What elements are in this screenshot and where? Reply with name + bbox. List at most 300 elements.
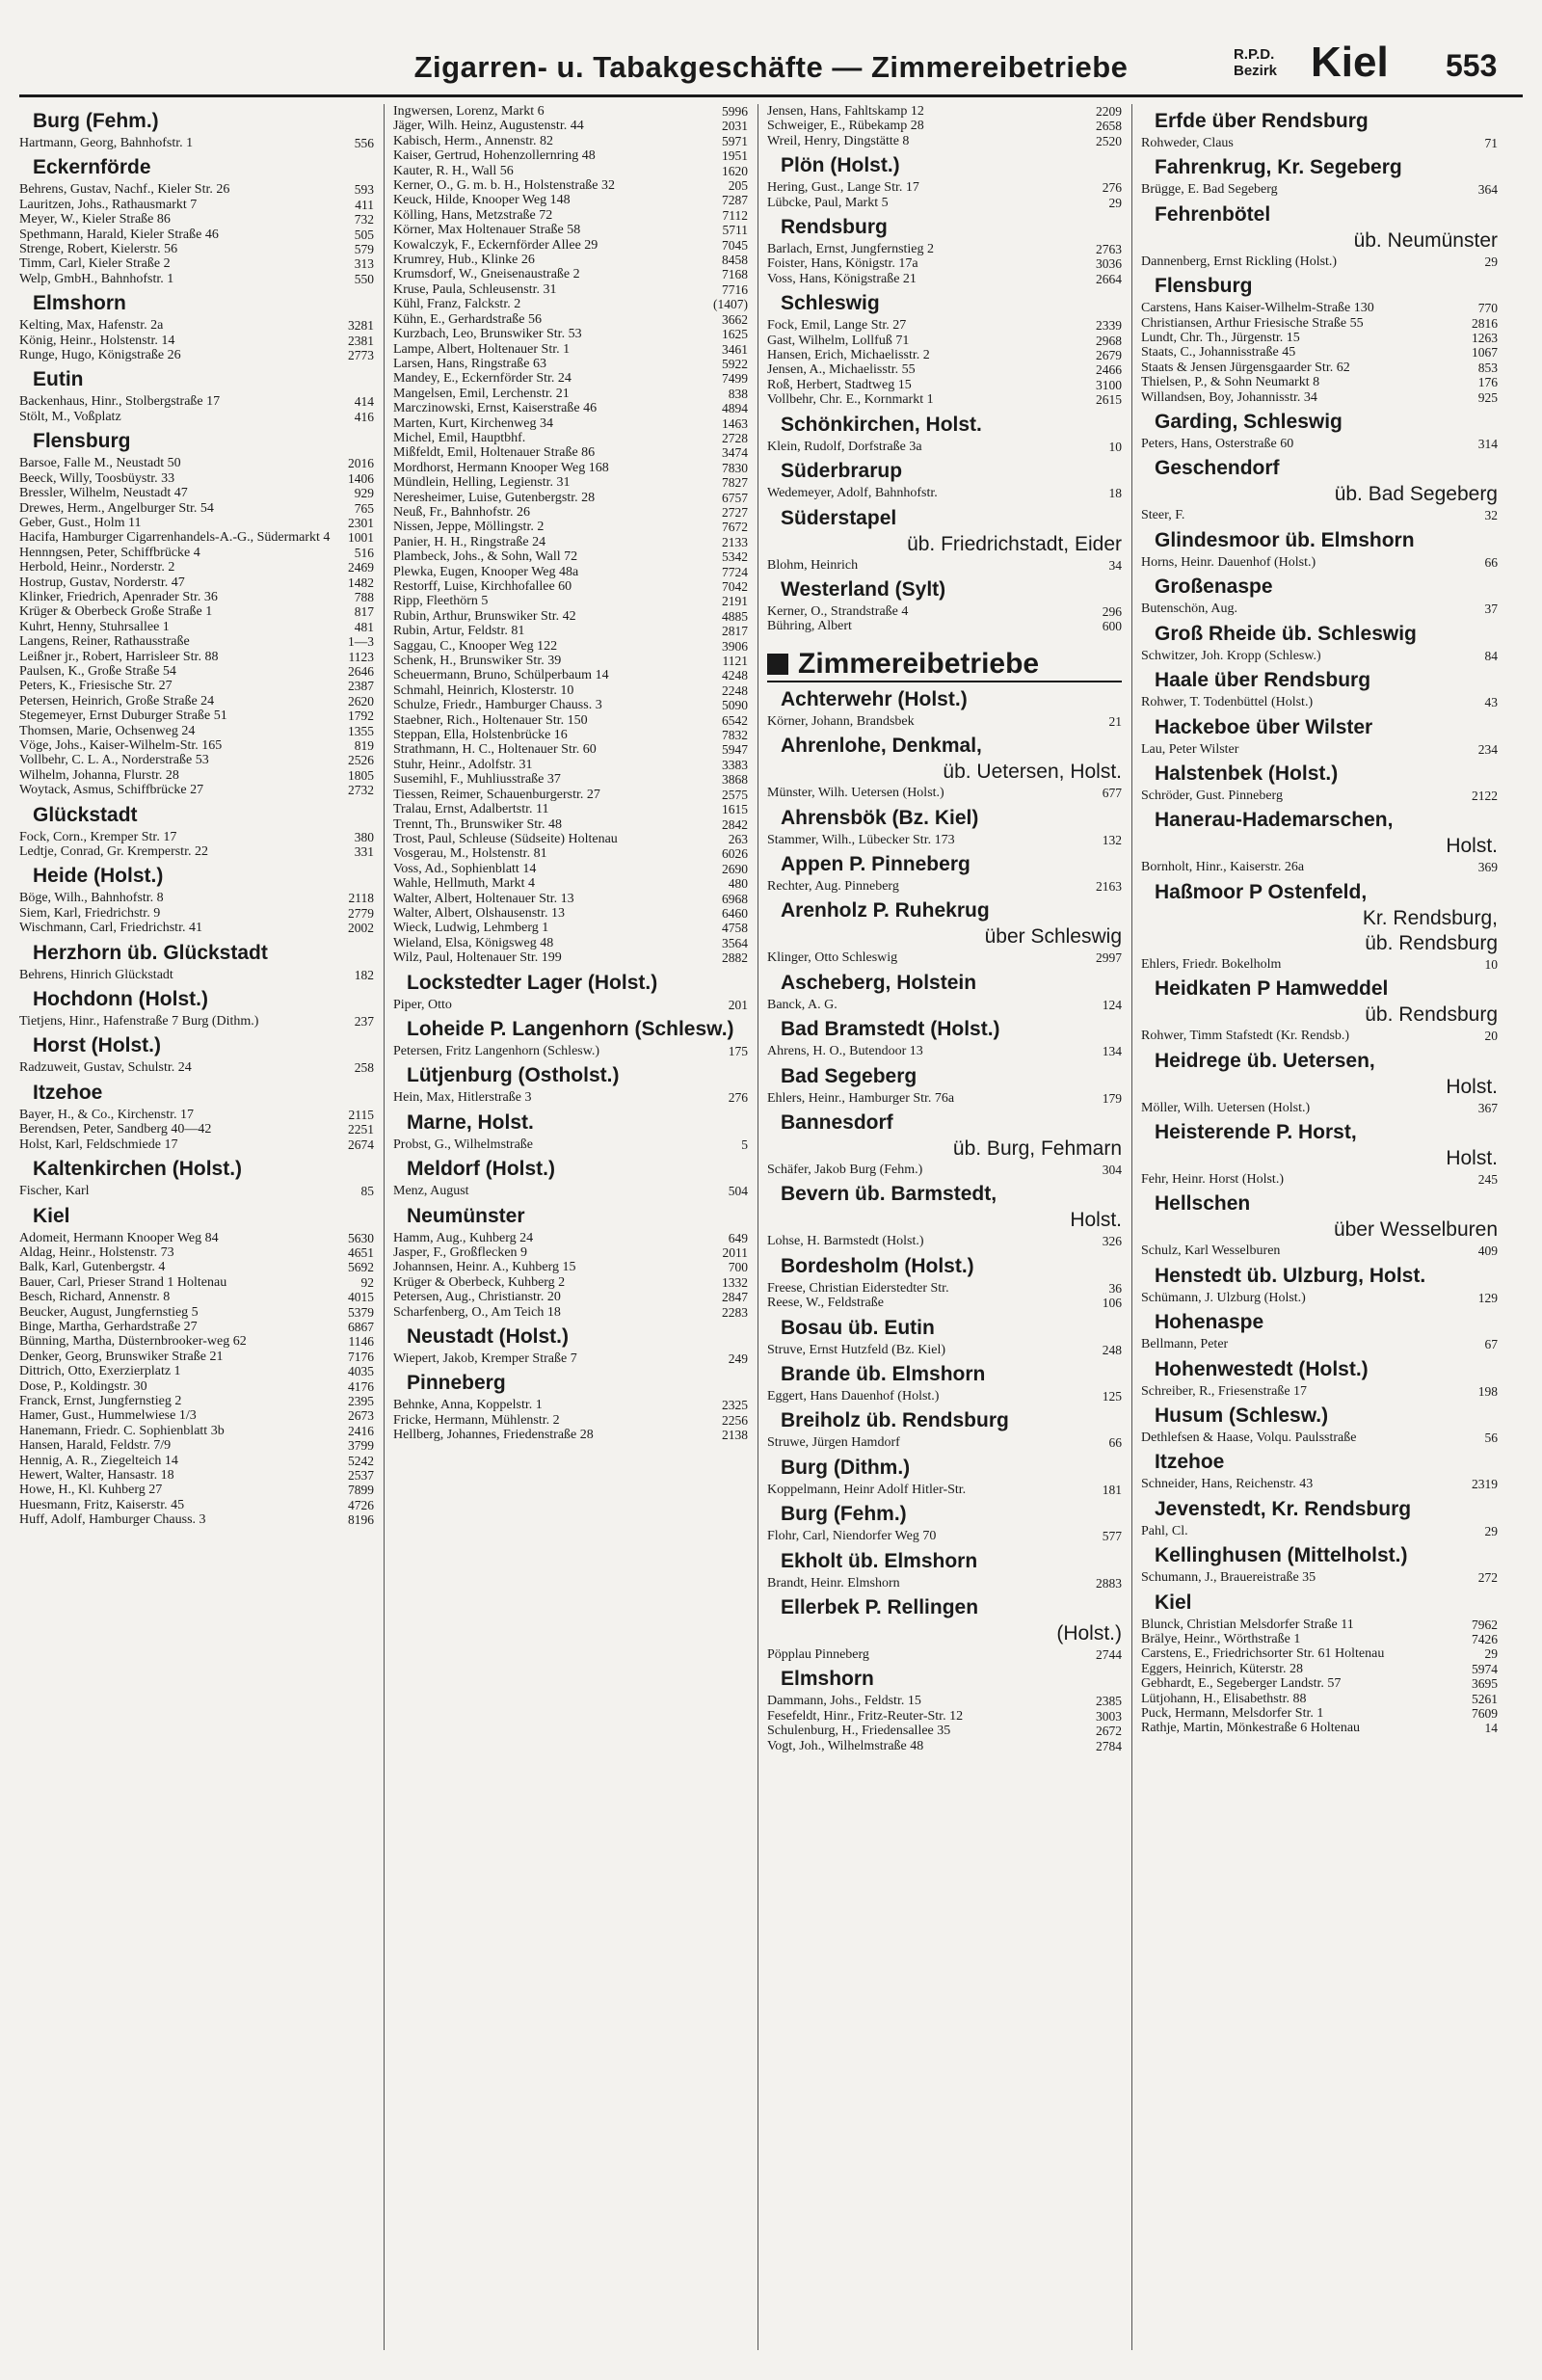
listing-name: Krüger & Oberbeck, Kuhberg 2 <box>393 1274 566 1290</box>
locality-heading: Elmshorn <box>781 1668 874 1691</box>
listing-entry <box>393 178 748 193</box>
listing-entry <box>1141 602 1498 616</box>
listing-entry <box>1141 1384 1498 1399</box>
phone-number: 788 <box>354 589 374 604</box>
listing-name: Wilhelm, Johanna, Flurstr. 28 <box>19 767 179 783</box>
phone-number: 2882 <box>722 950 748 966</box>
listing-entry <box>19 709 374 723</box>
listing-name: Thielsen, P., & Sohn Neumarkt 8 <box>1141 375 1320 390</box>
directory-page <box>19 19 1523 2362</box>
listing-entry <box>393 758 748 772</box>
listing-entry <box>767 334 1122 348</box>
listing-name: Hansen, Erich, Michaelisstr. 2 <box>767 348 930 363</box>
phone-number: 5261 <box>1472 1691 1498 1706</box>
listing-entry <box>393 148 748 163</box>
listing-name: Mißfeldt, Emil, Holtenauer Straße 86 <box>393 445 596 461</box>
listing-entry <box>19 1122 374 1137</box>
listing-entry <box>393 431 748 445</box>
phone-number: 3036 <box>1096 256 1122 272</box>
listing-entry <box>767 1739 1122 1753</box>
listing-name: Mündlein, Helling, Legienstr. 31 <box>393 475 571 491</box>
listing-entry <box>767 1724 1122 1738</box>
phone-number: 2842 <box>722 816 748 832</box>
phone-number: 5971 <box>722 133 748 148</box>
listing-name: Schumann, J., Brauereistraße 35 <box>1141 1570 1316 1586</box>
locality-heading: Arenholz P. Ruhekrug <box>781 899 990 923</box>
locality-heading: Süderbrarup <box>781 460 903 483</box>
listing-entry <box>1141 1431 1498 1445</box>
phone-number: 369 <box>1477 860 1498 875</box>
listing-name: Schulenburg, H., Friedensallee 35 <box>767 1724 951 1739</box>
phone-number: 2520 <box>1096 133 1122 148</box>
listing-name: Petersen, Aug., Christianstr. 20 <box>393 1290 561 1305</box>
phone-number: 1332 <box>722 1274 748 1290</box>
phone-number: 258 <box>354 1060 374 1076</box>
phone-number: 32 <box>1484 508 1498 523</box>
listing-entry <box>19 136 374 150</box>
phone-number: 2817 <box>722 624 748 639</box>
listing-name: Staats, C., Johannisstraße 45 <box>1141 345 1296 361</box>
listing-entry <box>1141 1646 1498 1661</box>
phone-number: 5379 <box>348 1304 374 1320</box>
listing-entry <box>1141 1721 1498 1735</box>
listing-entry <box>393 742 748 757</box>
listing-name: Siem, Karl, Friedrichstr. 9 <box>19 905 161 921</box>
listing-entry <box>393 1351 748 1366</box>
listing-name: Langens, Reiner, Rathausstraße <box>19 634 190 650</box>
phone-number: 1482 <box>348 575 374 590</box>
locality-heading: Bordesholm (Holst.) <box>781 1254 974 1277</box>
phone-number: 2209 <box>1096 104 1122 119</box>
listing-entry <box>767 879 1122 894</box>
listing-entry <box>767 998 1122 1012</box>
locality-heading: Neustadt (Holst.) <box>407 1325 569 1349</box>
listing-entry <box>19 272 374 286</box>
listing-entry <box>393 1398 748 1412</box>
listing-entry <box>19 679 374 693</box>
locality-heading: Ekholt üb. Elmshorn <box>781 1549 978 1572</box>
phone-number: 272 <box>1477 1570 1498 1586</box>
phone-number: 7176 <box>348 1349 374 1364</box>
phone-number: 593 <box>354 182 374 198</box>
listing-name: Spethmann, Harald, Kieler Straße 46 <box>19 227 219 242</box>
listing-entry <box>1141 437 1498 451</box>
phone-number: 7827 <box>722 475 748 491</box>
listing-entry <box>1141 1172 1498 1187</box>
phone-number: 550 <box>354 271 374 286</box>
phone-number: 2002 <box>348 921 374 936</box>
listing-name: Schulze, Friedr., Hamburger Chauss. 3 <box>393 698 602 713</box>
phone-number: 2779 <box>348 905 374 921</box>
listing-name: Struwe, Jürgen Hamdorf <box>767 1435 900 1451</box>
listing-entry <box>393 208 748 223</box>
listing-entry <box>19 1468 374 1483</box>
listing-entry <box>767 786 1122 800</box>
listing-name: Körner, Max Holtenauer Straße 58 <box>393 223 581 238</box>
listing-name: Hostrup, Gustav, Norderstr. 47 <box>19 575 185 590</box>
listing-name: Wahle, Hellmuth, Markt 4 <box>393 876 536 892</box>
listing-name: Wieland, Elsa, Königsweg 48 <box>393 935 554 950</box>
listing-entry <box>767 714 1122 729</box>
listing-entry <box>1141 301 1498 315</box>
locality-heading: Horst (Holst.) <box>33 1034 161 1057</box>
phone-number: 1123 <box>348 649 374 664</box>
listing-name: Strathmann, H. C., Holtenauer Str. 60 <box>393 742 597 758</box>
phone-number: 765 <box>354 500 374 516</box>
phone-number: 18 <box>1108 486 1122 501</box>
listing-name: Hartmann, Georg, Bahnhofstr. 1 <box>19 136 194 150</box>
phone-number: 176 <box>1477 375 1498 390</box>
phone-number: 838 <box>728 386 748 401</box>
listing-entry <box>393 846 748 861</box>
listing-name: Voss, Hans, Königstraße 21 <box>767 271 917 286</box>
phone-number: 2395 <box>348 1393 374 1408</box>
phone-number: 2381 <box>348 333 374 348</box>
listing-name: Voss, Ad., Sophienblatt 14 <box>393 861 537 876</box>
listing-name: Bayer, H., & Co., Kirchenstr. 17 <box>19 1107 195 1122</box>
listing-entry <box>1141 1632 1498 1646</box>
phone-number: 2138 <box>722 1428 748 1443</box>
phone-number: 92 <box>360 1274 374 1290</box>
phone-number: 313 <box>354 256 374 272</box>
listing-entry <box>1141 375 1498 389</box>
phone-number: 263 <box>728 831 748 846</box>
phone-number: 37 <box>1484 602 1498 617</box>
locality-heading: Plön (Holst.) <box>781 154 900 177</box>
listing-entry <box>19 456 374 470</box>
listing-name: Schweiger, E., Rübekamp 28 <box>767 119 924 134</box>
phone-number: 5996 <box>722 104 748 119</box>
listing-entry <box>393 876 748 891</box>
listing-name: Plewka, Eugen, Knooper Weg 48a <box>393 564 579 579</box>
phone-number: 6026 <box>722 846 748 862</box>
listing-name: Behrens, Gustav, Nachf., Kieler Str. 26 <box>19 182 230 198</box>
listing-name: Kerner, O., G. m. b. H., Holstenstraße 32 <box>393 178 616 194</box>
phone-number: 3799 <box>348 1438 374 1454</box>
phone-number: 2658 <box>1096 119 1122 134</box>
phone-number: 5692 <box>348 1260 374 1275</box>
locality-subheading: üb. Neumünster <box>1353 228 1498 252</box>
listing-entry <box>1141 1291 1498 1305</box>
listing-entry <box>19 1231 374 1245</box>
listing-name: Kruse, Paula, Schleusenstr. 31 <box>393 281 557 297</box>
listing-entry <box>19 1408 374 1423</box>
listing-name: Thomsen, Marie, Ochsenweg 24 <box>19 723 196 738</box>
locality-heading: Lockstedter Lager (Holst.) <box>407 971 658 994</box>
phone-number: 7168 <box>722 267 748 282</box>
section-heading <box>767 648 1122 682</box>
listing-entry <box>1141 316 1498 331</box>
listing-entry <box>767 1435 1122 1450</box>
listing-entry <box>393 998 748 1012</box>
listing-entry <box>1141 361 1498 375</box>
phone-number: 770 <box>1477 301 1498 316</box>
listing-name: Herbold, Heinr., Norderstr. 2 <box>19 560 175 575</box>
phone-number: 2620 <box>348 693 374 709</box>
listing-entry <box>19 1394 374 1408</box>
phone-number: 2727 <box>722 504 748 520</box>
locality-heading: Breiholz üb. Rendsburg <box>781 1409 1009 1432</box>
listing-entry <box>767 1296 1122 1310</box>
locality-heading: Bevern üb. Barmstedt, <box>781 1183 997 1206</box>
listing-entry <box>393 1231 748 1245</box>
listing-entry <box>767 1529 1122 1543</box>
phone-number: 2325 <box>722 1398 748 1413</box>
listing-entry <box>393 342 748 357</box>
listing-name: Pöpplau Pinneberg <box>767 1647 869 1663</box>
listing-entry <box>393 357 748 371</box>
listing-entry <box>1141 136 1498 150</box>
locality-heading: Marne, Holst. <box>407 1110 534 1134</box>
listing-entry <box>19 1438 374 1453</box>
phone-number: 3461 <box>722 341 748 357</box>
phone-number: 364 <box>1477 182 1498 198</box>
locality-heading: Loheide P. Langenhorn (Schlesw.) <box>407 1017 734 1040</box>
listing-name: Scheuermann, Bruno, Schülperbaum 14 <box>393 668 609 683</box>
locality-heading: Itzehoe <box>33 1081 103 1104</box>
phone-number: 1355 <box>348 723 374 738</box>
listing-name: Staats & Jensen Jürgensgaarder Str. 62 <box>1141 360 1350 375</box>
listing-name: Holst, Karl, Feldschmiede 17 <box>19 1137 178 1152</box>
locality-heading: Bad Segeberg <box>781 1064 917 1087</box>
phone-number: 2469 <box>348 560 374 575</box>
listing-name: Kuhrt, Henny, Stuhrsallee 1 <box>19 619 170 634</box>
listing-name: Ingwersen, Lorenz, Markt 6 <box>393 104 545 119</box>
listing-name: Tiessen, Reimer, Schauenburgerstr. 27 <box>393 787 600 802</box>
phone-number: 34 <box>1108 557 1122 573</box>
phone-number: 106 <box>1102 1296 1122 1311</box>
listing-entry <box>393 253 748 267</box>
locality-subheading: Holst. <box>1446 1146 1498 1169</box>
phone-number: 1951 <box>722 148 748 164</box>
phone-number: 411 <box>355 197 374 212</box>
locality-heading: Hellschen <box>1155 1192 1251 1216</box>
listing-name: Hennig, A. R., Ziegelteich 14 <box>19 1453 178 1468</box>
listing-name: Carstens, E., Friedrichsorter Str. 61 Holtenau <box>1141 1646 1385 1662</box>
listing-entry <box>767 378 1122 392</box>
listing-entry <box>393 327 748 341</box>
listing-entry <box>19 830 374 844</box>
listing-entry <box>393 624 748 638</box>
phone-number: 276 <box>1102 180 1122 196</box>
listing-name: Klinker, Friedrich, Apenrader Str. 36 <box>19 589 218 604</box>
listing-name: Fischer, Karl <box>19 1184 90 1199</box>
listing-entry <box>19 575 374 590</box>
phone-number: 2784 <box>1096 1738 1122 1753</box>
listing-name: Fricke, Hermann, Mühlenstr. 2 <box>393 1412 560 1428</box>
listing-name: Kerner, O., Strandstraße 4 <box>767 603 909 619</box>
listing-entry <box>19 530 374 545</box>
listing-entry <box>19 1260 374 1274</box>
phone-number: 7716 <box>722 281 748 297</box>
listing-name: Wiepert, Jakob, Kremper Straße 7 <box>393 1351 577 1367</box>
listing-entry <box>393 1428 748 1442</box>
listing-name: Hennngsen, Peter, Schiffbrücke 4 <box>19 545 200 560</box>
columns <box>19 104 1523 2350</box>
phone-number: 129 <box>1477 1290 1498 1305</box>
phone-number: 556 <box>354 136 374 150</box>
listing-entry <box>19 348 374 362</box>
listing-entry <box>393 491 748 505</box>
phone-number: 2997 <box>1096 950 1122 966</box>
phone-number: 71 <box>1484 136 1498 150</box>
listing-entry <box>19 486 374 500</box>
listing-name: Rubin, Arthur, Brunswiker Str. 42 <box>393 608 576 624</box>
listing-entry <box>767 362 1122 377</box>
listing-name: Dethlefsen & Haase, Volqu. Paulsstraße <box>1141 1430 1357 1445</box>
listing-entry <box>393 1305 748 1320</box>
listing-name: Struve, Ernst Hutzfeld (Bz. Kiel) <box>767 1342 946 1357</box>
listing-name: Beucker, August, Jungfernstieg 5 <box>19 1304 199 1320</box>
phone-number: 2773 <box>348 348 374 363</box>
listing-name: Lübcke, Paul, Markt 5 <box>767 195 889 210</box>
locality-heading: Ahrenlohe, Denkmal, <box>781 735 982 758</box>
phone-number: 1406 <box>348 470 374 486</box>
phone-number: 600 <box>1102 619 1122 634</box>
listing-entry <box>393 549 748 564</box>
listing-name: Johannsen, Heinr. A., Kuhberg 15 <box>393 1260 576 1275</box>
listing-entry <box>393 267 748 281</box>
phone-number: 67 <box>1484 1337 1498 1352</box>
listing-name: Runge, Hugo, Königstraße 26 <box>19 348 181 363</box>
listing-entry <box>1141 182 1498 197</box>
listing-entry <box>19 1184 374 1198</box>
listing-entry <box>393 728 748 742</box>
listing-entry <box>393 505 748 520</box>
phone-number: 2883 <box>1096 1575 1122 1591</box>
locality-subheading: Holst. <box>1446 835 1498 858</box>
phone-number: 296 <box>1102 603 1122 619</box>
locality-heading: Süderstapel <box>781 506 897 529</box>
phone-number: 84 <box>1484 648 1498 663</box>
locality-subheading: (Holst.) <box>1056 1622 1122 1645</box>
phone-number: 249 <box>728 1351 748 1367</box>
phone-number: 43 <box>1484 695 1498 710</box>
listing-name: Körner, Johann, Brandsbek <box>767 713 915 729</box>
listing-entry <box>767 1091 1122 1106</box>
listing-entry <box>1141 390 1498 405</box>
phone-number: 2674 <box>348 1137 374 1152</box>
phone-number: 4015 <box>348 1290 374 1305</box>
locality-subheading: Holst. <box>1070 1209 1122 1232</box>
listing-name: Lütjohann, H., Elisabethstr. 88 <box>1141 1691 1307 1706</box>
listing-entry <box>1141 860 1498 874</box>
locality-heading: Brande üb. Elmshorn <box>781 1363 986 1385</box>
phone-number: 2847 <box>722 1290 748 1305</box>
listing-name: Freese, Christian Eiderstedter Str. <box>767 1280 949 1296</box>
phone-number: 6968 <box>722 891 748 906</box>
phone-number: 2664 <box>1096 271 1122 286</box>
listing-entry <box>19 242 374 256</box>
listing-entry <box>393 416 748 431</box>
section-title: Zimmereibetriebe <box>798 647 1040 680</box>
phone-number: 4726 <box>348 1497 374 1512</box>
listing-entry <box>19 738 374 753</box>
column-divider <box>384 104 385 2350</box>
listing-name: Jensen, A., Michaelisstr. 55 <box>767 362 916 378</box>
listing-name: Hacifa, Hamburger Cigarrenhandels-A.-G., Südermarkt 4 <box>19 530 331 546</box>
locality-heading: Hackeboe über Wilster <box>1155 715 1373 738</box>
listing-entry <box>393 223 748 237</box>
listing-name: Franck, Ernst, Jungfernstieg 2 <box>19 1393 182 1408</box>
phone-number: 7609 <box>1472 1706 1498 1722</box>
listing-name: Vosgerau, M., Holstenstr. 81 <box>393 846 547 862</box>
listing-name: Vogt, Joh., Wilhelmstraße 48 <box>767 1738 924 1753</box>
locality-heading: Schönkirchen, Holst. <box>781 413 982 436</box>
listing-name: Fock, Emil, Lange Str. 27 <box>767 318 907 334</box>
listing-name: Schreiber, R., Friesenstraße 17 <box>1141 1383 1308 1399</box>
phone-number: 505 <box>354 227 374 242</box>
listing-name: Schneider, Hans, Reichenstr. 43 <box>1141 1477 1314 1492</box>
listing-entry <box>767 1234 1122 1248</box>
listing-name: Banck, A. G. <box>767 997 837 1012</box>
listing-name: Dammann, Johs., Feldstr. 15 <box>767 1694 921 1709</box>
listing-entry <box>19 516 374 530</box>
listing-entry <box>19 1108 374 1122</box>
listing-name: Ahrens, H. O., Butendoor 13 <box>767 1044 923 1059</box>
locality-heading: Schleswig <box>781 292 880 315</box>
phone-number: 2646 <box>348 663 374 679</box>
listing-entry <box>1141 1570 1498 1585</box>
phone-number: 2526 <box>348 753 374 768</box>
phone-number: 7499 <box>722 371 748 387</box>
locality-heading: Itzehoe <box>1155 1451 1225 1474</box>
listing-name: Hering, Gust., Lange Str. 17 <box>767 180 919 196</box>
phone-number: 1620 <box>722 163 748 178</box>
listing-entry <box>393 950 748 965</box>
listing-name: Wreil, Henry, Dingstätte 8 <box>767 133 910 148</box>
listing-entry <box>19 968 374 982</box>
phone-number: 1615 <box>722 802 748 817</box>
listing-name: Drewes, Herm., Angelburger Str. 54 <box>19 500 214 516</box>
listing-name: Krumsdorf, W., Gneisenaustraße 2 <box>393 267 580 282</box>
listing-entry <box>393 1184 748 1198</box>
listing-entry <box>393 520 748 534</box>
locality-heading: Ahrensbök (Bz. Kiel) <box>781 806 979 829</box>
listing-name: Plambeck, Johs., & Sohn, Wall 72 <box>393 549 578 565</box>
listing-entry <box>767 1163 1122 1177</box>
phone-number: 132 <box>1102 832 1122 847</box>
locality-subheading: üb. Rendsburg <box>1365 931 1498 954</box>
listing-name: Wischmann, Carl, Friedrichstr. 41 <box>19 921 202 936</box>
listing-name: Rohweder, Claus <box>1141 136 1234 150</box>
listing-entry <box>393 862 748 876</box>
phone-number: 4248 <box>722 668 748 683</box>
listing-entry <box>767 486 1122 500</box>
listing-entry <box>19 590 374 604</box>
phone-number: 1067 <box>1472 345 1498 361</box>
phone-number: 2191 <box>722 594 748 609</box>
listing-name: Steppan, Ella, Holstenbrücke 16 <box>393 728 568 743</box>
page-title: Zigarren- u. Tabakgeschäfte — Zimmereibetriebe <box>413 50 1129 84</box>
locality-heading: Bosau üb. Eutin <box>781 1316 935 1339</box>
listing-name: Piper, Otto <box>393 997 452 1012</box>
locality-heading: Herzhorn üb. Glückstadt <box>33 941 268 964</box>
listing-name: Dittrich, Otto, Exerzierplatz 1 <box>19 1364 181 1379</box>
listing-name: Roß, Herbert, Stadtweg 15 <box>767 377 912 392</box>
listing-entry <box>19 1245 374 1260</box>
listing-entry <box>393 668 748 682</box>
listing-entry <box>19 1454 374 1468</box>
listing-name: Klinger, Otto Schleswig <box>767 950 898 966</box>
listing-entry <box>393 892 748 906</box>
listing-name: Bornholt, Hinr., Kaiserstr. 26a <box>1141 860 1305 875</box>
phone-number: 929 <box>354 486 374 501</box>
column-divider <box>1131 104 1132 2350</box>
listing-name: Paulsen, K., Große Straße 54 <box>19 663 176 679</box>
listing-entry <box>19 471 374 486</box>
locality-heading: Haale über Rendsburg <box>1155 669 1371 692</box>
